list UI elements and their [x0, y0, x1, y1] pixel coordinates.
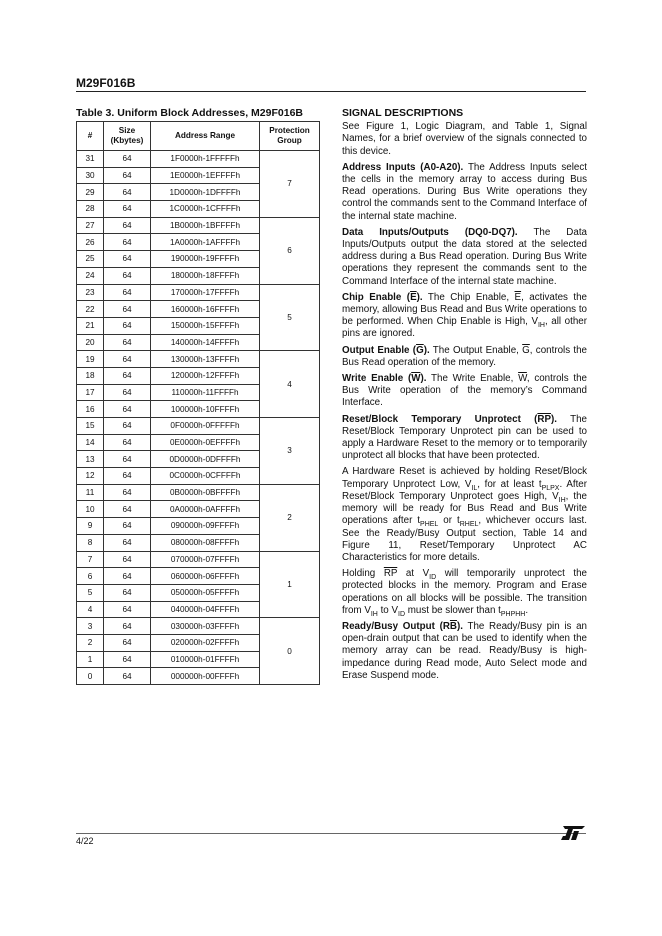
address-range-cell: 1F0000h-1FFFFFh	[151, 151, 260, 168]
address-range-cell: 0E0000h-0EFFFFh	[151, 434, 260, 451]
size-header-line2: (Kbytes)	[110, 136, 144, 145]
section-heading: SIGNAL DESCRIPTIONS	[342, 107, 464, 119]
address-range-cell: 1C0000h-1CFFFFh	[151, 201, 260, 218]
protection-group-cell: 3	[260, 418, 320, 485]
block-size-cell: 64	[104, 451, 151, 468]
block-number-cell: 19	[77, 351, 104, 368]
block-size-cell: 64	[104, 651, 151, 668]
block-size-cell: 64	[104, 568, 151, 585]
block-number-cell: 4	[77, 601, 104, 618]
address-range-cell: 0A0000h-0AFFFFh	[151, 501, 260, 518]
protection-group-cell: 0	[260, 618, 320, 685]
table-header-row	[77, 122, 320, 151]
block-size-cell: 64	[104, 317, 151, 334]
block-number-cell: 14	[77, 434, 104, 451]
column-header-protection-group	[260, 122, 320, 151]
block-number-cell: 28	[77, 201, 104, 218]
address-range-cell: 140000h-14FFFFh	[151, 334, 260, 351]
write-enable-paragraph: Write Enable $(\overline{W})$. The Write Enable, $\overline{W}$, controls the Bus Write operation of the memory’s Command Interface.	[342, 373, 588, 409]
block-size-cell: 64	[104, 634, 151, 651]
ready-busy-paragraph: Ready/Busy Output $(R\overline{B})$. The Ready/Busy pin is an open-drain output that can be used to identify when the memory array can be read. Ready/Busy is high-impedance during Read mode, Auto Select mode and Erase Suspend mode.	[342, 620, 587, 681]
block-number-cell: 8	[77, 534, 104, 551]
block-number-cell: 13	[77, 451, 104, 468]
block-size-cell: 64	[104, 284, 151, 301]
address-inputs-text: The Address Inputs select the cells in the memory array to access during Bus Read operations. During Bus Write operations they control the commands sent to the Command Interface of the internal state machine.	[342, 161, 587, 222]
block-size-cell: 64	[104, 551, 151, 568]
block-number-cell: 17	[77, 384, 104, 401]
address-range-cell: 150000h-15FFFFh	[151, 317, 260, 334]
ready-busy-title: Ready/Busy Output $(R\overline{B})$.	[342, 620, 463, 632]
table-row	[77, 484, 320, 501]
prot-header-line2: Group	[277, 136, 302, 145]
address-inputs-title: Address Inputs (A0-A20).	[342, 161, 464, 173]
header-rule	[76, 91, 586, 92]
block-size-cell: 64	[104, 401, 151, 418]
block-size-cell: 64	[104, 668, 151, 685]
block-size-cell: 64	[104, 201, 151, 218]
address-range-cell: 0B0000h-0BFFFFh	[151, 484, 260, 501]
address-range-cell: 0D0000h-0DFFFFh	[151, 451, 260, 468]
block-number-cell: 7	[77, 551, 104, 568]
block-size-cell: 64	[104, 251, 151, 268]
prot-header-line1: Protection	[269, 126, 310, 135]
block-number-cell: 22	[77, 301, 104, 318]
chip-enable-title: Chip Enable $(\overline{E})$.	[342, 291, 423, 303]
table-row	[77, 217, 320, 234]
chip-enable-paragraph: Chip Enable $(\overline{E})$. The Chip Enable, $\overline{E}$, activates the memory, allowing Bus Read and Bus Write operations to be performed. When Chip Enable is High, $V_{IH}$, all other pins are ignored.	[342, 291, 587, 340]
block-number-cell: 20	[77, 334, 104, 351]
block-number-cell: 23	[77, 284, 104, 301]
block-number-cell: 15	[77, 418, 104, 435]
protection-group-cell: 2	[260, 484, 320, 551]
address-range-cell: 170000h-17FFFFh	[151, 284, 260, 301]
address-range-cell: 030000h-03FFFFh	[151, 618, 260, 635]
table-row	[77, 351, 320, 368]
st-logo	[560, 825, 586, 841]
address-range-cell: 060000h-06FFFFh	[151, 568, 260, 585]
table-caption: Table 3. Uniform Block Addresses, M29F016B	[76, 107, 303, 119]
block-number-cell: 1	[77, 651, 104, 668]
block-size-cell: 64	[104, 167, 151, 184]
address-range-cell: 0C0000h-0CFFFFh	[151, 468, 260, 485]
size-header-line1: Size	[118, 126, 136, 135]
address-range-cell: 110000h-11FFFFh	[151, 384, 260, 401]
block-number-cell: 16	[77, 401, 104, 418]
block-size-cell: 64	[104, 367, 151, 384]
address-range-cell: 1A0000h-1AFFFFh	[151, 234, 260, 251]
block-number-cell: 6	[77, 568, 104, 585]
block-size-cell: 64	[104, 468, 151, 485]
address-range-cell: 080000h-08FFFFh	[151, 534, 260, 551]
block-size-cell: 64	[104, 151, 151, 168]
address-inputs-paragraph	[342, 162, 587, 223]
address-range-cell: 040000h-04FFFFh	[151, 601, 260, 618]
data-io-title: Data Inputs/Outputs (DQ0-DQ7).	[342, 226, 518, 238]
block-size-cell: 64	[104, 301, 151, 318]
reset-unprotect-title: Reset/Block Temporary Unprotect $(\overline{RP})$.	[342, 413, 557, 425]
block-size-cell: 64	[104, 484, 151, 501]
write-enable-title: Write Enable $(\overline{W})$.	[342, 373, 427, 385]
block-number-cell: 10	[77, 501, 104, 518]
address-range-cell: 020000h-02FFFFh	[151, 634, 260, 651]
address-range-cell: 010000h-01FFFFh	[151, 651, 260, 668]
signals-intro: See Figure 1, Logic Diagram, and Table 1, Signal Names, for a brief overview of the signals connected to this device.	[342, 121, 587, 157]
footer-rule	[76, 833, 586, 834]
protection-group-cell: 7	[260, 151, 320, 218]
protection-group-cell: 5	[260, 284, 320, 351]
block-number-cell: 5	[77, 584, 104, 601]
document-header-title: M29F016B	[76, 76, 136, 90]
block-number-cell: 18	[77, 367, 104, 384]
signal-descriptions-column	[342, 107, 587, 686]
address-range-cell: 130000h-13FFFFh	[151, 351, 260, 368]
column-header-number: #	[77, 122, 104, 151]
block-address-table	[76, 121, 320, 685]
address-range-cell: 1D0000h-1DFFFFh	[151, 184, 260, 201]
block-number-cell: 30	[77, 167, 104, 184]
block-size-cell: 64	[104, 518, 151, 535]
block-number-cell: 12	[77, 468, 104, 485]
block-size-cell: 64	[104, 217, 151, 234]
block-number-cell: 21	[77, 317, 104, 334]
block-size-cell: 64	[104, 334, 151, 351]
block-number-cell: 3	[77, 618, 104, 635]
table-row	[77, 284, 320, 301]
protection-group-cell: 4	[260, 351, 320, 418]
address-range-cell: 160000h-16FFFFh	[151, 301, 260, 318]
column-header-size	[104, 122, 151, 151]
block-size-cell: 64	[104, 618, 151, 635]
block-size-cell: 64	[104, 434, 151, 451]
block-size-cell: 64	[104, 601, 151, 618]
protection-group-cell: 6	[260, 217, 320, 284]
data-io-text: The Data Inputs/Outputs output the data stored at the selected address during a Bus Read operation. During Bus Write operations they represent the commands sent to the Command Interface of the internal state machine.	[342, 226, 587, 287]
column-header-address-range: Address Range	[151, 122, 260, 151]
output-enable-title: Output Enable $(\overline{G})$.	[342, 344, 430, 356]
block-size-cell: 64	[104, 267, 151, 284]
address-range-cell: 120000h-12FFFFh	[151, 367, 260, 384]
address-range-cell: 190000h-19FFFFh	[151, 251, 260, 268]
block-number-cell: 31	[77, 151, 104, 168]
table-row	[77, 551, 320, 568]
address-range-cell: 090000h-09FFFFh	[151, 518, 260, 535]
address-range-cell: 180000h-18FFFFh	[151, 267, 260, 284]
block-number-cell: 27	[77, 217, 104, 234]
table-row	[77, 618, 320, 635]
address-range-cell: 0F0000h-0FFFFFh	[151, 418, 260, 435]
block-size-cell: 64	[104, 351, 151, 368]
block-size-cell: 64	[104, 234, 151, 251]
table-row	[77, 418, 320, 435]
data-io-paragraph	[342, 227, 587, 288]
block-number-cell: 26	[77, 234, 104, 251]
address-range-cell: 070000h-07FFFFh	[151, 551, 260, 568]
block-number-cell: 25	[77, 251, 104, 268]
block-number-cell: 29	[77, 184, 104, 201]
block-number-cell: 2	[77, 634, 104, 651]
block-number-cell: 11	[77, 484, 104, 501]
protection-group-cell: 1	[260, 551, 320, 618]
output-enable-paragraph: Output Enable $(\overline{G})$. The Output Enable, $\overline{G}$, controls the Bus Read operation of the memory.	[342, 344, 588, 368]
table-row	[77, 151, 320, 168]
block-size-cell: 64	[104, 534, 151, 551]
address-range-cell: 000000h-00FFFFh	[151, 668, 260, 685]
block-size-cell: 64	[104, 584, 151, 601]
address-range-cell: 1B0000h-1BFFFFh	[151, 217, 260, 234]
hardware-reset-paragraph: A Hardware Reset is achieved by holding Reset/Block Temporary Unprotect Low, $V_{IL}$, for at least $t_{PLPX}$. After Reset/Block Temporary Unprotect goes High, $V_{IH}$, the memory will be ready for Bus Read and Bus Write operations after $t_{PHEL}$ or $t_{RHEL}$, whichever occurs last. See the Ready/Busy Output section, Table 14 and Figure 11, Reset/Temporary Unprotect AC Characteristics for more details.	[342, 466, 588, 563]
block-size-cell: 64	[104, 384, 151, 401]
block-size-cell: 64	[104, 501, 151, 518]
block-number-cell: 9	[77, 518, 104, 535]
page-number: 4/22	[76, 836, 94, 846]
address-range-cell: 100000h-10FFFFh	[151, 401, 260, 418]
block-number-cell: 0	[77, 668, 104, 685]
reset-unprotect-paragraph: Reset/Block Temporary Unprotect $(\overline{RP})$. The Reset/Block Temporary Unprotect pin can be used to apply a Hardware Reset to the memory or to temporarily unprotect all blocks that have been protected.	[342, 413, 588, 462]
block-size-cell: 64	[104, 184, 151, 201]
block-size-cell: 64	[104, 418, 151, 435]
holding-rp-paragraph: Holding $\overline{RP}$ at $V_{ID}$ will temporarily unprotect the protected blocks in the memory. Program and Erase operations on all blocks will be possible. The transition from $V_{IH}$ to $V_{ID}$ must be slower than $t_{PHPHH}$.	[342, 568, 587, 618]
address-range-cell: 050000h-05FFFFh	[151, 584, 260, 601]
block-number-cell: 24	[77, 267, 104, 284]
address-range-cell: 1E0000h-1EFFFFh	[151, 167, 260, 184]
